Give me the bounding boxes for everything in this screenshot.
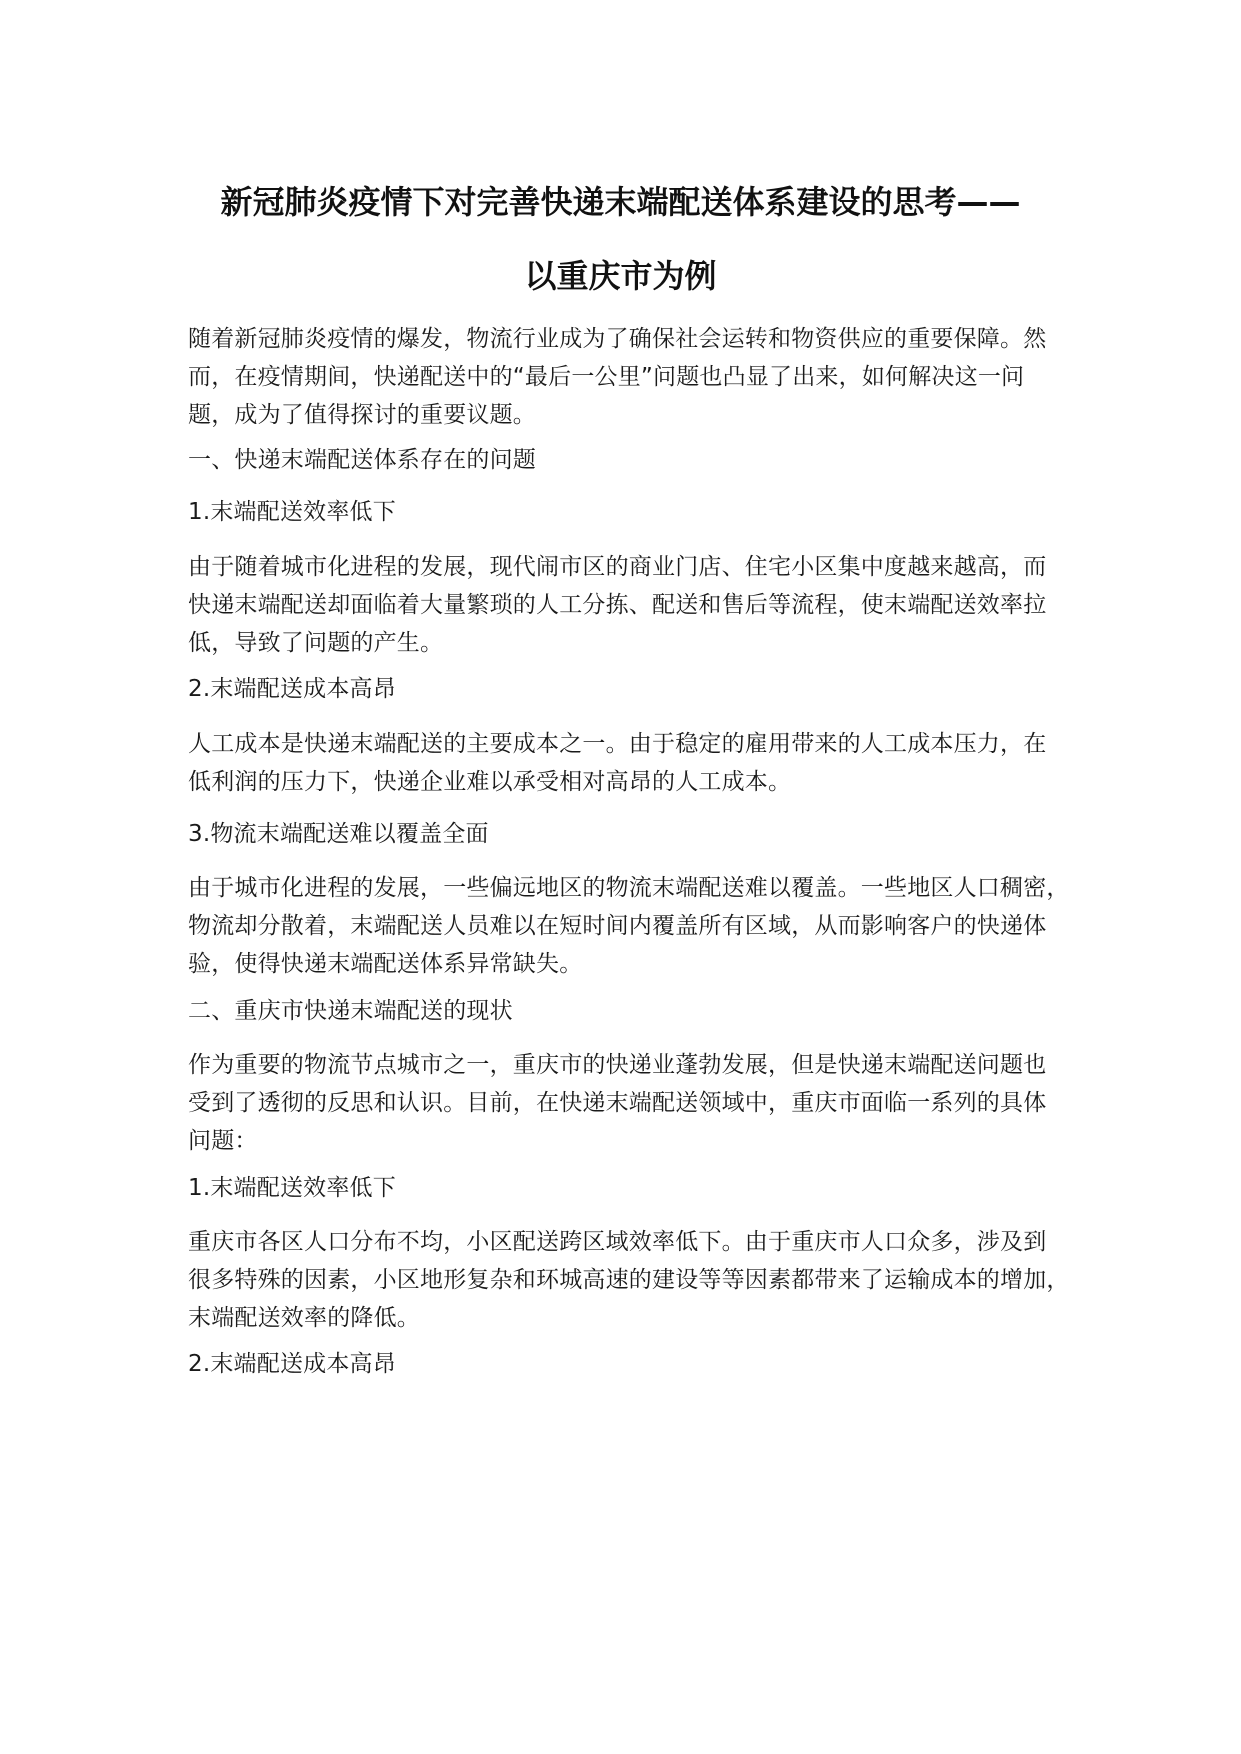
text-line: 而，在疫情期间，快递配送中的“最后一公里”问题也凸显了出来，如何解决这一问	[188, 364, 1025, 390]
document-title-line-2: 以重庆市为例	[524, 257, 717, 295]
paragraph-intro	[188, 320, 1068, 434]
text-line: 1.末端配送效率低下	[188, 499, 396, 525]
text-line: 题，成为了值得探讨的重要议题。	[188, 402, 536, 428]
text-line: 验，使得快递末端配送体系异常缺失。	[188, 951, 583, 977]
text-line: 由于随着城市化进程的发展，现代闹市区的商业门店、住宅小区集中度越来越高，而	[188, 554, 1047, 580]
text-line: 2.末端配送成本高昂	[188, 676, 396, 702]
document-title-line-1: 新冠肺炎疫情下对完善快递末端配送体系建设的思考——	[220, 183, 1021, 221]
section-heading-2	[188, 992, 1068, 1030]
paragraph-2-1	[188, 1223, 1068, 1337]
section-heading-1	[188, 441, 1068, 479]
text-line: 低，导致了问题的产生。	[188, 630, 444, 656]
text-line: 受到了透彻的反思和认识。目前，在快递末端配送领域中，重庆市面临一系列的具体	[188, 1090, 1047, 1116]
text-line: 1.末端配送效率低下	[188, 1175, 396, 1201]
subheading-2-1	[188, 1169, 1068, 1207]
text-line: 问题：	[188, 1128, 258, 1154]
text-line: 末端配送效率的降低。	[188, 1305, 420, 1331]
text-line: 随着新冠肺炎疫情的爆发，物流行业成为了确保社会运转和物资供应的重要保障。然	[188, 326, 1047, 352]
text-line: 2.末端配送成本高昂	[188, 1351, 396, 1377]
text-line: 物流却分散着，末端配送人员难以在短时间内覆盖所有区域，从而影响客户的快递体	[188, 913, 1047, 939]
text-line: 由于城市化进程的发展，一些偏远地区的物流末端配送难以覆盖。一些地区人口稠密，	[188, 875, 1070, 901]
text-line: 快递末端配送却面临着大量繁琐的人工分拣、配送和售后等流程，使末端配送效率拉	[188, 592, 1047, 618]
subheading-1-3	[188, 815, 1068, 853]
text-line: 很多特殊的因素，小区地形复杂和环城高速的建设等等因素都带来了运输成本的增加，	[188, 1267, 1070, 1293]
text-line: 一、快递末端配送体系存在的问题	[188, 447, 536, 473]
text-line: 作为重要的物流节点城市之一，重庆市的快递业蓬勃发展，但是快递末端配送问题也	[188, 1052, 1047, 1078]
subheading-2-2	[188, 1345, 1068, 1383]
paragraph-1-2	[188, 725, 1068, 801]
paragraph-2-intro	[188, 1046, 1068, 1160]
paragraph-1-1	[188, 548, 1068, 662]
subheading-1-2	[188, 670, 1068, 708]
text-line: 二、重庆市快递末端配送的现状	[188, 998, 513, 1024]
text-line: 重庆市各区人口分布不均，小区配送跨区域效率低下。由于重庆市人口众多，涉及到	[188, 1229, 1047, 1255]
text-line: 人工成本是快递末端配送的主要成本之一。由于稳定的雇用带来的人工成本压力，在	[188, 731, 1047, 757]
subheading-1-1	[188, 493, 1068, 531]
text-line: 低利润的压力下，快递企业难以承受相对高昂的人工成本。	[188, 769, 792, 795]
text-line: 3.物流末端配送难以覆盖全面	[188, 821, 489, 847]
paragraph-1-3	[188, 869, 1068, 983]
